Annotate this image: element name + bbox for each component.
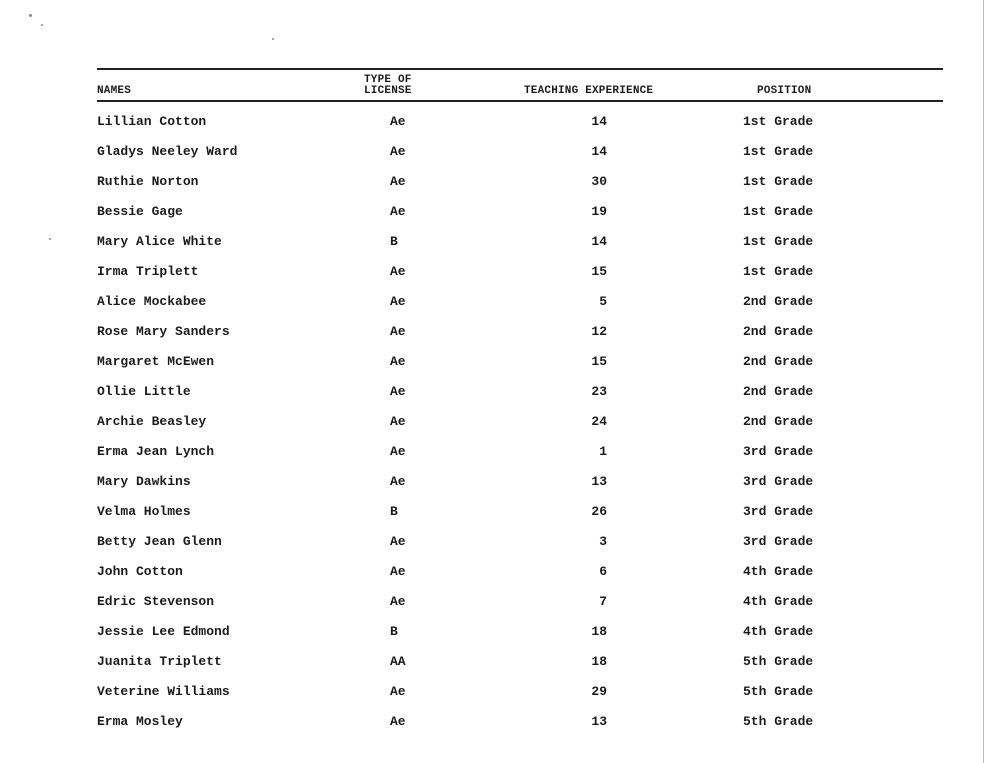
table-header bbox=[97, 70, 943, 100]
teaching-experience: 29 bbox=[591, 684, 607, 699]
column-header-license bbox=[364, 75, 444, 97]
license-type: AA bbox=[390, 654, 406, 669]
license-type: Ae bbox=[390, 474, 406, 489]
teaching-experience: 15 bbox=[591, 354, 607, 369]
teaching-experience: 12 bbox=[591, 324, 607, 339]
table-row bbox=[97, 462, 943, 492]
table-row bbox=[97, 402, 943, 432]
table-row bbox=[97, 312, 943, 342]
teacher-name: Ollie Little bbox=[97, 384, 191, 399]
table-row bbox=[97, 672, 943, 702]
grade-position: 5th Grade bbox=[743, 714, 814, 729]
teacher-name: Jessie Lee Edmond bbox=[97, 624, 230, 639]
table-row bbox=[97, 342, 943, 372]
license-type: Ae bbox=[390, 384, 406, 399]
teaching-experience: 14 bbox=[591, 234, 607, 249]
teaching-experience: 15 bbox=[591, 264, 607, 279]
table-row bbox=[97, 552, 943, 582]
teacher-name: Veterine Williams bbox=[97, 684, 230, 699]
teaching-experience: 19 bbox=[591, 204, 607, 219]
teaching-experience: 3 bbox=[599, 534, 607, 549]
table-row bbox=[97, 132, 943, 162]
license-type: Ae bbox=[390, 714, 406, 729]
grade-position: 2nd Grade bbox=[743, 324, 814, 339]
teaching-experience: 30 bbox=[591, 174, 607, 189]
table-row bbox=[97, 252, 943, 282]
scan-speck bbox=[272, 38, 274, 40]
teaching-experience: 13 bbox=[591, 474, 607, 489]
teaching-experience: 13 bbox=[591, 714, 607, 729]
license-type: B bbox=[390, 234, 398, 249]
teacher-name: Gladys Neeley Ward bbox=[97, 144, 238, 159]
teacher-name: Rose Mary Sanders bbox=[97, 324, 230, 339]
license-type: Ae bbox=[390, 324, 406, 339]
grade-position: 2nd Grade bbox=[743, 384, 814, 399]
teacher-name: Velma Holmes bbox=[97, 504, 191, 519]
table-row bbox=[97, 282, 943, 312]
teaching-experience: 5 bbox=[599, 294, 607, 309]
teaching-experience: 26 bbox=[591, 504, 607, 519]
teacher-name: Mary Alice White bbox=[97, 234, 222, 249]
license-header-line-2: LICENSE bbox=[364, 85, 412, 97]
grade-position: 3rd Grade bbox=[743, 474, 814, 489]
license-type: B bbox=[390, 624, 398, 639]
scan-speck bbox=[29, 14, 32, 17]
teacher-name: Ruthie Norton bbox=[97, 174, 199, 189]
table-row bbox=[97, 702, 943, 732]
license-type: Ae bbox=[390, 534, 406, 549]
teaching-experience: 18 bbox=[591, 654, 607, 669]
teacher-name: Irma Triplett bbox=[97, 264, 199, 279]
table-row bbox=[97, 522, 943, 552]
grade-position: 1st Grade bbox=[743, 264, 814, 279]
teacher-name: Erma Mosley bbox=[97, 714, 183, 729]
table-row bbox=[97, 192, 943, 222]
teacher-name: John Cotton bbox=[97, 564, 183, 579]
grade-position: 1st Grade bbox=[743, 114, 814, 129]
grade-position: 3rd Grade bbox=[743, 444, 814, 459]
license-type: Ae bbox=[390, 354, 406, 369]
teacher-name: Betty Jean Glenn bbox=[97, 534, 222, 549]
grade-position: 2nd Grade bbox=[743, 354, 814, 369]
license-type: Ae bbox=[390, 294, 406, 309]
license-header-line-1: TYPE OF bbox=[364, 74, 412, 86]
table-row bbox=[97, 372, 943, 402]
grade-position: 1st Grade bbox=[743, 234, 814, 249]
license-type: Ae bbox=[390, 114, 406, 129]
grade-position: 5th Grade bbox=[743, 684, 814, 699]
license-type: Ae bbox=[390, 684, 406, 699]
teaching-experience: 1 bbox=[599, 444, 607, 459]
teacher-name: Margaret McEwen bbox=[97, 354, 215, 369]
teaching-experience: 14 bbox=[591, 114, 607, 129]
grade-position: 1st Grade bbox=[743, 204, 814, 219]
teacher-name: Mary Dawkins bbox=[97, 474, 191, 489]
grade-position: 4th Grade bbox=[743, 564, 814, 579]
grade-position: 4th Grade bbox=[743, 624, 814, 639]
license-type: Ae bbox=[390, 144, 406, 159]
column-header-names: NAMES bbox=[97, 85, 132, 97]
column-header-experience: TEACHING EXPERIENCE bbox=[524, 85, 654, 97]
grade-position: 5th Grade bbox=[743, 654, 814, 669]
grade-position: 4th Grade bbox=[743, 594, 814, 609]
teacher-name: Bessie Gage bbox=[97, 204, 183, 219]
license-type: Ae bbox=[390, 264, 406, 279]
teacher-name: Archie Beasley bbox=[97, 414, 207, 429]
column-header-position: POSITION bbox=[757, 85, 812, 97]
teaching-experience: 18 bbox=[591, 624, 607, 639]
teaching-experience: 24 bbox=[591, 414, 607, 429]
table-row bbox=[97, 492, 943, 522]
teacher-name: Juanita Triplett bbox=[97, 654, 222, 669]
grade-position: 3rd Grade bbox=[743, 534, 814, 549]
scan-speck bbox=[49, 238, 51, 240]
table-row bbox=[97, 222, 943, 252]
grade-position: 2nd Grade bbox=[743, 294, 814, 309]
table-row bbox=[97, 102, 943, 132]
teacher-name: Erma Jean Lynch bbox=[97, 444, 215, 459]
license-type: Ae bbox=[390, 204, 406, 219]
scan-speck bbox=[41, 24, 43, 26]
grade-position: 1st Grade bbox=[743, 174, 814, 189]
grade-position: 1st Grade bbox=[743, 144, 814, 159]
table-row bbox=[97, 642, 943, 672]
table-body bbox=[97, 102, 943, 732]
table-row bbox=[97, 162, 943, 192]
license-type: Ae bbox=[390, 414, 406, 429]
grade-position: 3rd Grade bbox=[743, 504, 814, 519]
license-type: B bbox=[390, 504, 398, 519]
faculty-roster-table bbox=[97, 68, 943, 732]
teacher-name: Edric Stevenson bbox=[97, 594, 215, 609]
license-type: Ae bbox=[390, 174, 406, 189]
teaching-experience: 23 bbox=[591, 384, 607, 399]
teaching-experience: 7 bbox=[599, 594, 607, 609]
table-row bbox=[97, 432, 943, 462]
page-edge bbox=[983, 0, 984, 763]
teaching-experience: 14 bbox=[591, 144, 607, 159]
teacher-name: Alice Mockabee bbox=[97, 294, 207, 309]
teaching-experience: 6 bbox=[599, 564, 607, 579]
license-type: Ae bbox=[390, 564, 406, 579]
license-type: Ae bbox=[390, 594, 406, 609]
grade-position: 2nd Grade bbox=[743, 414, 814, 429]
teacher-name: Lillian Cotton bbox=[97, 114, 207, 129]
license-type: Ae bbox=[390, 444, 406, 459]
table-row bbox=[97, 582, 943, 612]
table-row bbox=[97, 612, 943, 642]
